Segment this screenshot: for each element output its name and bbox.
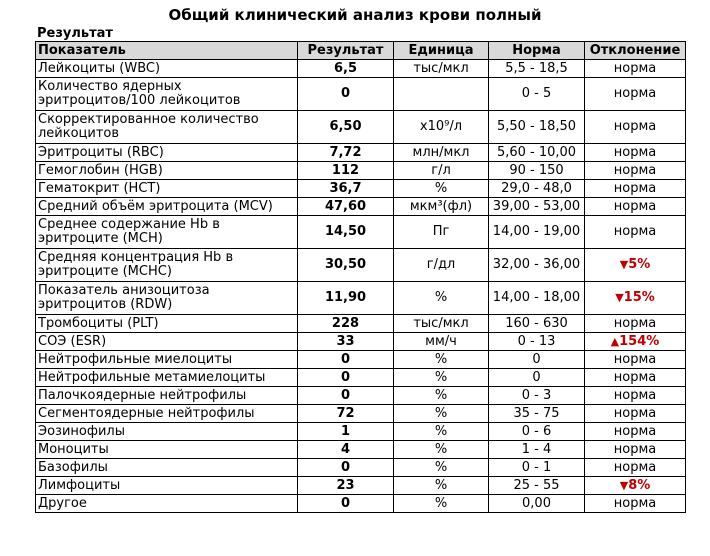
cell-norm: 0 - 3 bbox=[489, 387, 585, 405]
cell-norm: 0 bbox=[489, 369, 585, 387]
cell-result: 11,90 bbox=[298, 282, 394, 315]
results-table bbox=[35, 41, 686, 513]
cell-norm: 5,5 - 18,5 bbox=[489, 60, 585, 78]
table-row bbox=[36, 423, 686, 441]
cell-norm: 14,00 - 19,00 bbox=[489, 216, 585, 249]
cell-result: 112 bbox=[298, 162, 394, 180]
cell-result: 23 bbox=[298, 477, 394, 495]
cell-norm: 5,60 - 10,00 bbox=[489, 144, 585, 162]
cell-unit bbox=[394, 78, 489, 111]
cell-result: 1 bbox=[298, 423, 394, 441]
cell-name: Среднее содержание Hb в эритроците (MCH) bbox=[36, 216, 298, 249]
cell-norm: 39,00 - 53,00 bbox=[489, 198, 585, 216]
cell-result: 0 bbox=[298, 78, 394, 111]
cell-deviation: норма bbox=[585, 459, 686, 477]
cell-unit: г/л bbox=[394, 162, 489, 180]
cell-unit: % bbox=[394, 441, 489, 459]
cell-result: 6,5 bbox=[298, 60, 394, 78]
cell-result: 7,72 bbox=[298, 144, 394, 162]
cell-deviation: норма bbox=[585, 162, 686, 180]
cell-norm: 32,00 - 36,00 bbox=[489, 249, 585, 282]
cell-result: 33 bbox=[298, 333, 394, 351]
header-unit: Единица bbox=[394, 42, 489, 60]
table-row bbox=[36, 315, 686, 333]
cell-name: Лимфоциты bbox=[36, 477, 298, 495]
table-row bbox=[36, 162, 686, 180]
cell-name: Эозинофилы bbox=[36, 423, 298, 441]
cell-name: Тромбоциты (PLT) bbox=[36, 315, 298, 333]
cell-norm: 5,50 - 18,50 bbox=[489, 111, 585, 144]
cell-unit: % bbox=[394, 282, 489, 315]
cell-norm: 0 - 1 bbox=[489, 459, 585, 477]
deviation-value: 154% bbox=[619, 333, 660, 349]
cell-deviation: норма bbox=[585, 144, 686, 162]
cell-norm: 14,00 - 18,00 bbox=[489, 282, 585, 315]
cell-norm: 0 - 6 bbox=[489, 423, 585, 441]
cell-norm: 0 bbox=[489, 351, 585, 369]
cell-unit: % bbox=[394, 369, 489, 387]
cell-name: Нейтрофильные миелоциты bbox=[36, 351, 298, 369]
cell-result: 0 bbox=[298, 459, 394, 477]
cell-unit: мм/ч bbox=[394, 333, 489, 351]
cell-result: 6,50 bbox=[298, 111, 394, 144]
arrow-up-icon: ▲ bbox=[610, 334, 620, 348]
cell-unit: % bbox=[394, 387, 489, 405]
deviation-value: 15% bbox=[623, 290, 655, 305]
table-row bbox=[36, 405, 686, 423]
cell-unit: тыс/мкл bbox=[394, 315, 489, 333]
section-subtitle: Результат bbox=[37, 26, 113, 41]
cell-unit: млн/мкл bbox=[394, 144, 489, 162]
cell-result: 72 bbox=[298, 405, 394, 423]
table-row bbox=[36, 111, 686, 144]
table-row bbox=[36, 333, 686, 351]
table-row bbox=[36, 477, 686, 495]
cell-unit: % bbox=[394, 477, 489, 495]
cell-name: Моноциты bbox=[36, 441, 298, 459]
cell-name: Лейкоциты (WBC) bbox=[36, 60, 298, 78]
cell-norm: 90 - 150 bbox=[489, 162, 585, 180]
cell-deviation: норма bbox=[585, 405, 686, 423]
cell-unit: мкм³(фл) bbox=[394, 198, 489, 216]
cell-name: СОЭ (ESR) bbox=[36, 333, 298, 351]
cell-name: Другое bbox=[36, 495, 298, 513]
arrow-down-icon: ▼ bbox=[619, 478, 629, 492]
cell-deviation: норма bbox=[585, 216, 686, 249]
table-row bbox=[36, 249, 686, 282]
header-result: Результат bbox=[298, 42, 394, 60]
cell-deviation bbox=[585, 333, 686, 351]
cell-result: 47,60 bbox=[298, 198, 394, 216]
cell-unit: % bbox=[394, 405, 489, 423]
cell-name: Гематокрит (HCT) bbox=[36, 180, 298, 198]
cell-deviation: норма bbox=[585, 198, 686, 216]
cell-unit: Пг bbox=[394, 216, 489, 249]
header-norm: Норма bbox=[489, 42, 585, 60]
table-row bbox=[36, 78, 686, 111]
table-row bbox=[36, 198, 686, 216]
cell-name: Сегментоядерные нейтрофилы bbox=[36, 405, 298, 423]
cell-norm: 0 - 5 bbox=[489, 78, 585, 111]
arrow-down-icon: ▼ bbox=[615, 291, 624, 304]
cell-result: 228 bbox=[298, 315, 394, 333]
cell-unit: тыс/мкл bbox=[394, 60, 489, 78]
cell-result: 0 bbox=[298, 351, 394, 369]
cell-norm: 25 - 55 bbox=[489, 477, 585, 495]
cell-unit: % bbox=[394, 495, 489, 513]
cell-deviation: норма bbox=[585, 111, 686, 144]
table-row bbox=[36, 495, 686, 513]
cell-norm: 29,0 - 48,0 bbox=[489, 180, 585, 198]
cell-name: Эритроциты (RBC) bbox=[36, 144, 298, 162]
deviation-value: 8% bbox=[628, 477, 651, 493]
cell-deviation: норма bbox=[585, 351, 686, 369]
cell-unit: % bbox=[394, 180, 489, 198]
arrow-down-icon: ▼ bbox=[619, 258, 629, 271]
cell-norm: 0,00 bbox=[489, 495, 585, 513]
table-row bbox=[36, 369, 686, 387]
cell-result: 30,50 bbox=[298, 249, 394, 282]
header-name: Показатель bbox=[36, 42, 298, 60]
cell-name: Палочкоядерные нейтрофилы bbox=[36, 387, 298, 405]
cell-unit: x10⁹/л bbox=[394, 111, 489, 144]
cell-unit: % bbox=[394, 423, 489, 441]
cell-result: 14,50 bbox=[298, 216, 394, 249]
table-row bbox=[36, 216, 686, 249]
cell-result: 0 bbox=[298, 369, 394, 387]
cell-result: 0 bbox=[298, 495, 394, 513]
cell-result: 0 bbox=[298, 387, 394, 405]
deviation-value: 5% bbox=[628, 257, 651, 272]
table-row bbox=[36, 60, 686, 78]
cell-deviation: норма bbox=[585, 315, 686, 333]
cell-name: Нейтрофильные метамиелоциты bbox=[36, 369, 298, 387]
header-deviation: Отклонение bbox=[585, 42, 686, 60]
table-row bbox=[36, 441, 686, 459]
cell-name: Показатель анизоцитоза эритроцитов (RDW) bbox=[36, 282, 298, 315]
cell-name: Количество ядерных эритроцитов/100 лейкоцитов bbox=[36, 78, 298, 111]
cell-unit: % bbox=[394, 459, 489, 477]
report-title: Общий клинический анализ крови полный bbox=[168, 6, 542, 24]
cell-result: 36,7 bbox=[298, 180, 394, 198]
cell-deviation: норма bbox=[585, 60, 686, 78]
table-row bbox=[36, 459, 686, 477]
cell-name: Средняя концентрация Hb в эритроците (MCHC) bbox=[36, 249, 298, 282]
cell-name: Средний объём эритроцита (MCV) bbox=[36, 198, 298, 216]
cell-norm: 160 - 630 bbox=[489, 315, 585, 333]
cell-norm: 35 - 75 bbox=[489, 405, 585, 423]
table-row bbox=[36, 282, 686, 315]
cell-unit: % bbox=[394, 351, 489, 369]
cell-unit: г/дл bbox=[394, 249, 489, 282]
cell-deviation bbox=[585, 282, 686, 315]
cell-deviation bbox=[585, 249, 686, 282]
table-row bbox=[36, 180, 686, 198]
cell-name: Скорректированное количество лейкоцитов bbox=[36, 111, 298, 144]
cell-name: Гемоглобин (HGB) bbox=[36, 162, 298, 180]
cell-deviation: норма bbox=[585, 441, 686, 459]
table-row bbox=[36, 144, 686, 162]
cell-deviation: норма bbox=[585, 78, 686, 111]
cell-norm: 0 - 13 bbox=[489, 333, 585, 351]
cell-result: 4 bbox=[298, 441, 394, 459]
cell-deviation: норма bbox=[585, 387, 686, 405]
cell-norm: 1 - 4 bbox=[489, 441, 585, 459]
table-header-row bbox=[36, 42, 686, 60]
cell-deviation: норма bbox=[585, 423, 686, 441]
cell-deviation bbox=[585, 477, 686, 495]
cell-deviation: норма bbox=[585, 180, 686, 198]
cell-deviation: норма bbox=[585, 369, 686, 387]
table-row bbox=[36, 351, 686, 369]
cell-name: Базофилы bbox=[36, 459, 298, 477]
table-row bbox=[36, 387, 686, 405]
cell-deviation: норма bbox=[585, 495, 686, 513]
